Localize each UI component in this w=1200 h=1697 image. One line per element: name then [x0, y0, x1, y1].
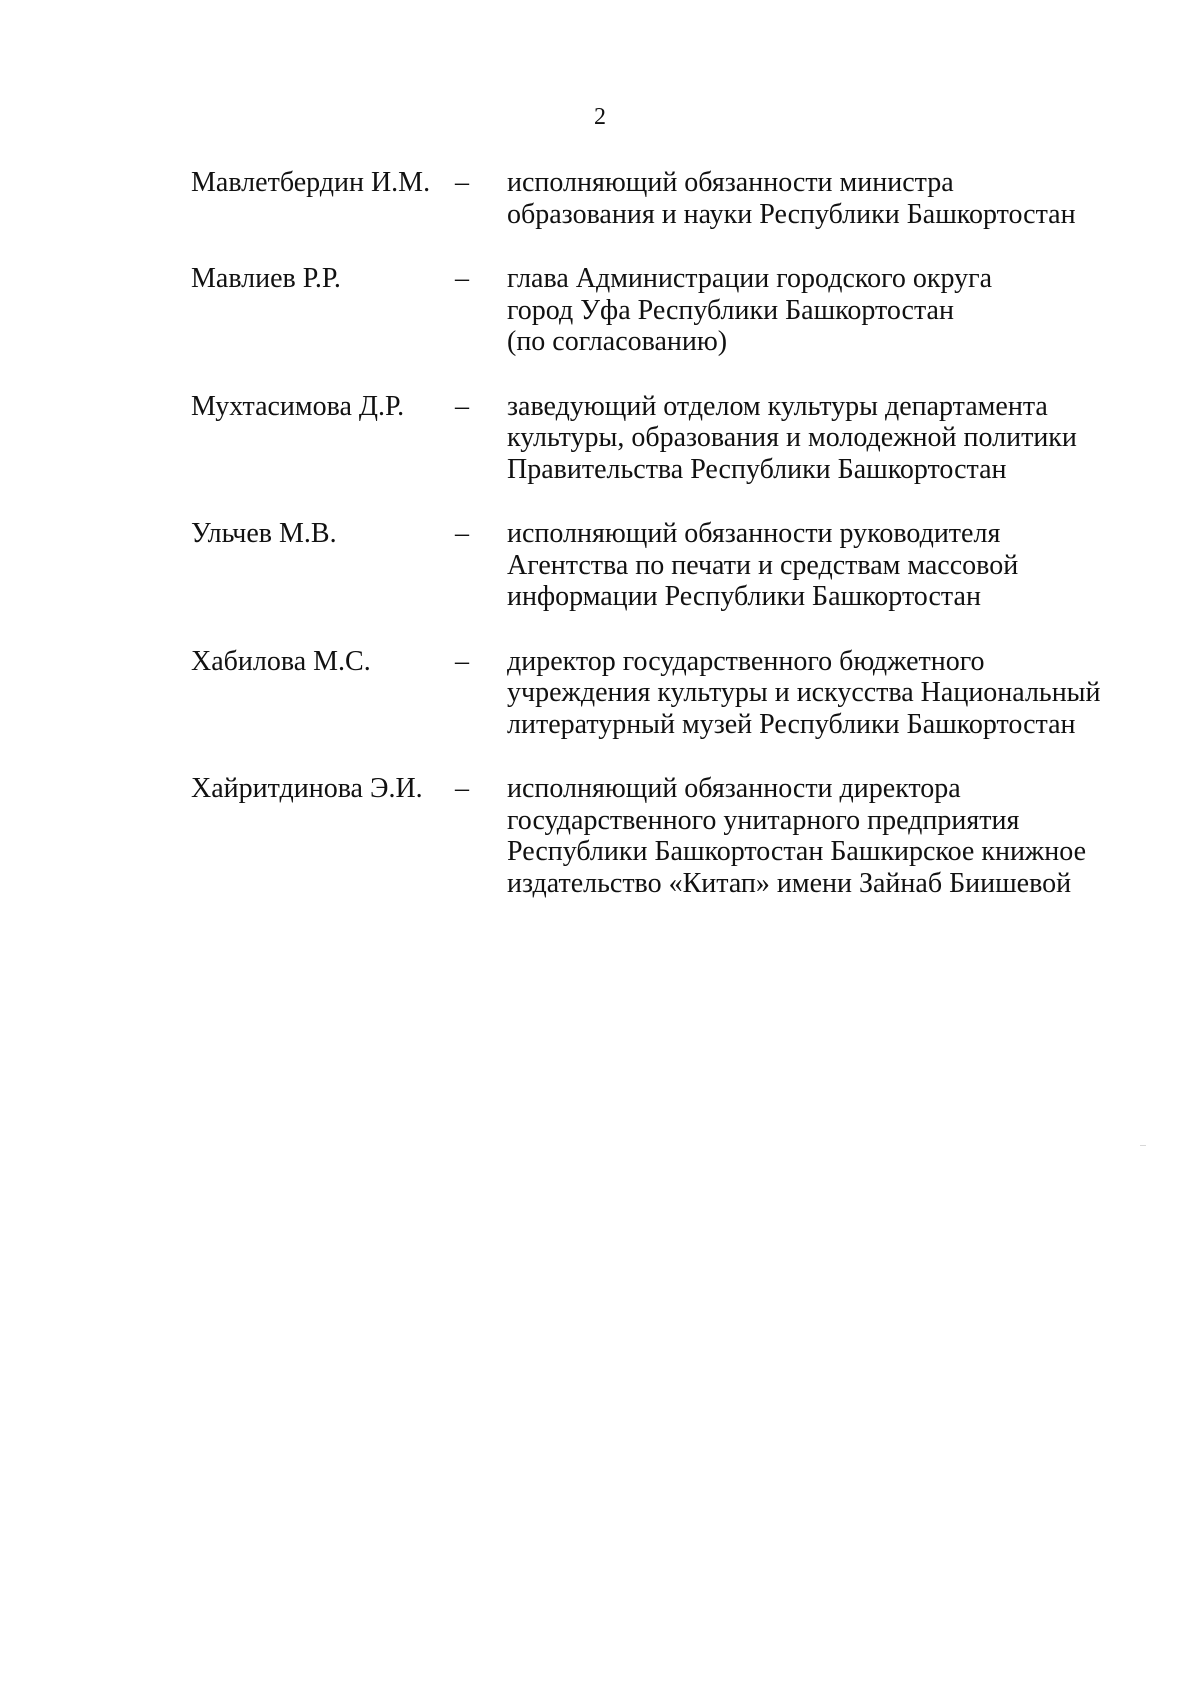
role-line: Правительства Республики Башкортостан [507, 453, 1007, 485]
member-name: Мавлиев Р.Р. [191, 263, 341, 294]
dash-separator: – [455, 773, 469, 804]
member-role [507, 167, 1111, 230]
dash-separator: – [455, 263, 469, 294]
list-item [191, 646, 1111, 741]
role-line: образования и науки Республики Башкортостан [507, 198, 1076, 230]
dash-separator: – [455, 645, 469, 677]
dash-separator: – [455, 167, 469, 198]
member-name: Хабилова М.С. [191, 645, 371, 677]
list-item [191, 263, 1111, 358]
role-line: глава Администрации городского округа [507, 263, 993, 294]
member-name: Мавлетбердин И.М. [191, 167, 431, 198]
role-line: учреждения культуры и искусства Национальный [507, 677, 1101, 708]
member-role [507, 518, 1111, 613]
list-item [191, 773, 1111, 899]
role-line: информации Республики Башкортостан [507, 581, 981, 612]
role-line: исполняющий обязанности директора [507, 773, 961, 804]
role-line: исполняющий обязанности руководителя [507, 518, 1001, 549]
role-line: литературный музей Республики Башкортостан [507, 708, 1076, 740]
role-line: Республики Башкортостан Башкирское книжное [507, 836, 1087, 867]
page-number: 2 [594, 104, 606, 130]
member-role [507, 391, 1111, 486]
member-name: Ульчев М.В. [191, 518, 337, 549]
dash-separator: – [455, 390, 469, 422]
member-role [507, 263, 1111, 358]
member-name: Мухтасимова Д.Р. [191, 390, 405, 422]
role-line: государственного унитарного предприятия [507, 804, 1020, 836]
dash-separator: – [455, 518, 469, 549]
role-line: издательство «Китап» имени Зайнаб Биишевой [507, 867, 1072, 899]
member-role [507, 646, 1111, 741]
role-line: культуры, образования и молодежной политики [507, 422, 1077, 453]
list-item [191, 167, 1111, 230]
members-list [191, 167, 1111, 932]
list-item [191, 391, 1111, 486]
list-item [191, 518, 1111, 613]
role-line: город Уфа Республики Башкортостан [507, 294, 954, 326]
role-line: (по согласованию) [507, 326, 728, 357]
member-name: Хайритдинова Э.И. [191, 773, 423, 804]
member-role [507, 773, 1111, 899]
role-line: исполняющий обязанности министра [507, 167, 954, 198]
role-line: заведующий отделом культуры департамента [507, 390, 1048, 422]
scan-artifact [1140, 1145, 1146, 1146]
role-line: Агентства по печати и средствам массовой [507, 549, 1019, 581]
role-line: директор государственного бюджетного [507, 645, 985, 677]
